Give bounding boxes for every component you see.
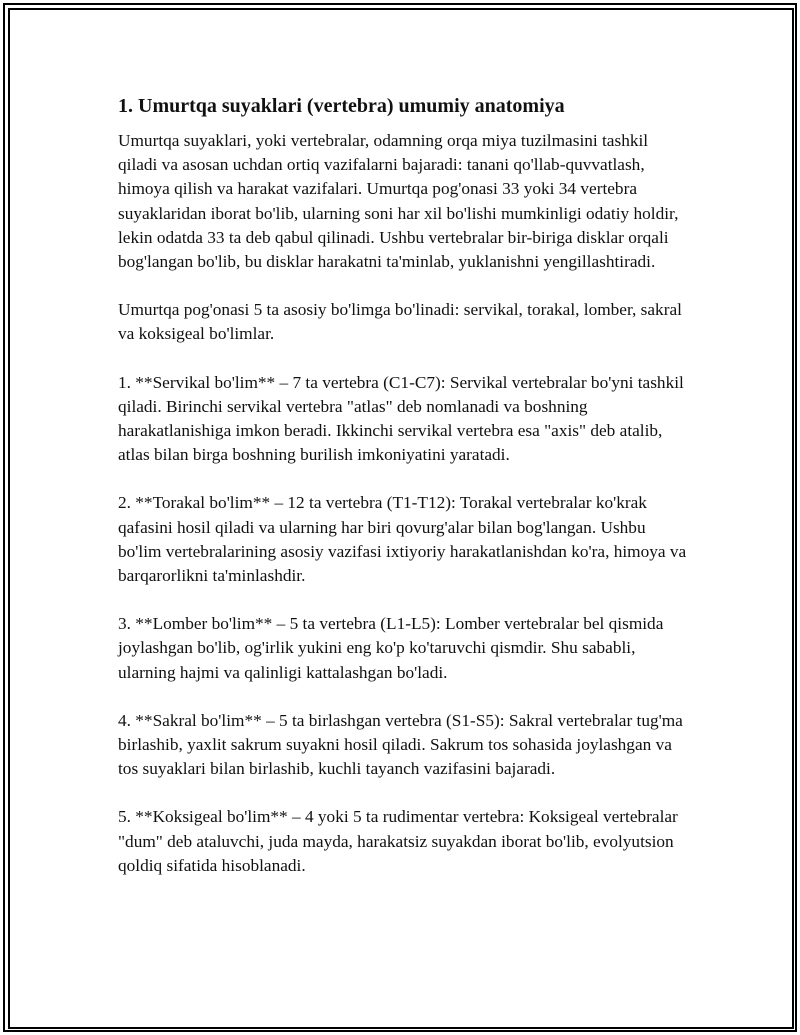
paragraph-cervical: 1. **Servikal bo'lim** – 7 ta vertebra (C1-C7): Servikal vertebralar bo'yni tashkil qiladi. Birinchi servikal vertebra "atlas" deb nomlanadi va boshning harakatlanishiga imkon beradi. Ikkinchi servikal vertebra esa "axis" deb atalib, atlas bilan birga boshning burilish imkoniyatini yaratadi. bbox=[118, 372, 684, 465]
paragraph-coccygeal: 5. **Koksigeal bo'lim** – 4 yoki 5 ta rudimentar vertebra: Koksigeal vertebralar "dum" deb ataluvchi, juda mayda, harakatsiz suyakdan iborat bo'lib, evolyutsion qoldiq sifatida hisoblanadi. bbox=[118, 807, 678, 875]
paragraph-sections-overview: Umurtqa pog'onasi 5 ta asosiy bo'limga bo'linadi: servikal, torakal, lomber, sakral va koksigeal bo'limlar. bbox=[118, 300, 682, 344]
paragraph-lumbar: 3. **Lomber bo'lim** – 5 ta vertebra (L1-L5): Lomber vertebralar bel qismida joylashgan bo'lib, og'irlik yukini eng ko'p ko'taruvchi qismdir. Shu sababli, ularning hajmi va qalinligi kattalashgan bo'ladi. bbox=[118, 614, 664, 682]
paragraph-thoracic: 2. **Torakal bo'lim** – 12 ta vertebra (T1-T12): Torakal vertebralar ko'krak qafasini hosil qiladi va ularning har biri qovurg'alar bilan bog'langan. Ushbu bo'lim vertebralarining asosiy vazifasi ixtiyoriy harakatlanishdan ko'ra, himoya va barqarorlikni ta'minlashdir. bbox=[118, 493, 687, 586]
document-body bbox=[118, 93, 688, 902]
paragraph-sacral: 4. **Sakral bo'lim** – 5 ta birlashgan vertebra (S1-S5): Sakral vertebralar tug'ma birlashib, yaxlit sakrum suyakni hosil qiladi. Sakrum tos sohasida joylashgan va tos suyaklari bilan birlashib, kuchli tayanch vazifasini bajaradi. bbox=[118, 710, 683, 779]
paragraph-intro: Umurtqa suyaklari, yoki vertebralar, odamning orqa miya tuzilmasini tashkil qiladi va asosan uchdan ortiq vazifalarni bajaradi: tanani qo'llab-quvvatlash, himoya qilish va harakat vazifalari. Umurtqa pog'onasi 33 yoki 34 vertebra suyaklaridan iborat bo'lib, ularning soni har xil bo'lishi mumkinligi odatiy holdir, lekin odatda 33 ta deb qabul qilinadi. Ushbu vertebralar bir-biriga disklar orqali bog'langan bo'lib, bu disklar harakatni ta'minlab, yuklanishni yengillashtiradi. bbox=[118, 131, 679, 272]
document-title: 1. Umurtqa suyaklari (vertebra) umumiy anatomiya bbox=[118, 95, 565, 117]
